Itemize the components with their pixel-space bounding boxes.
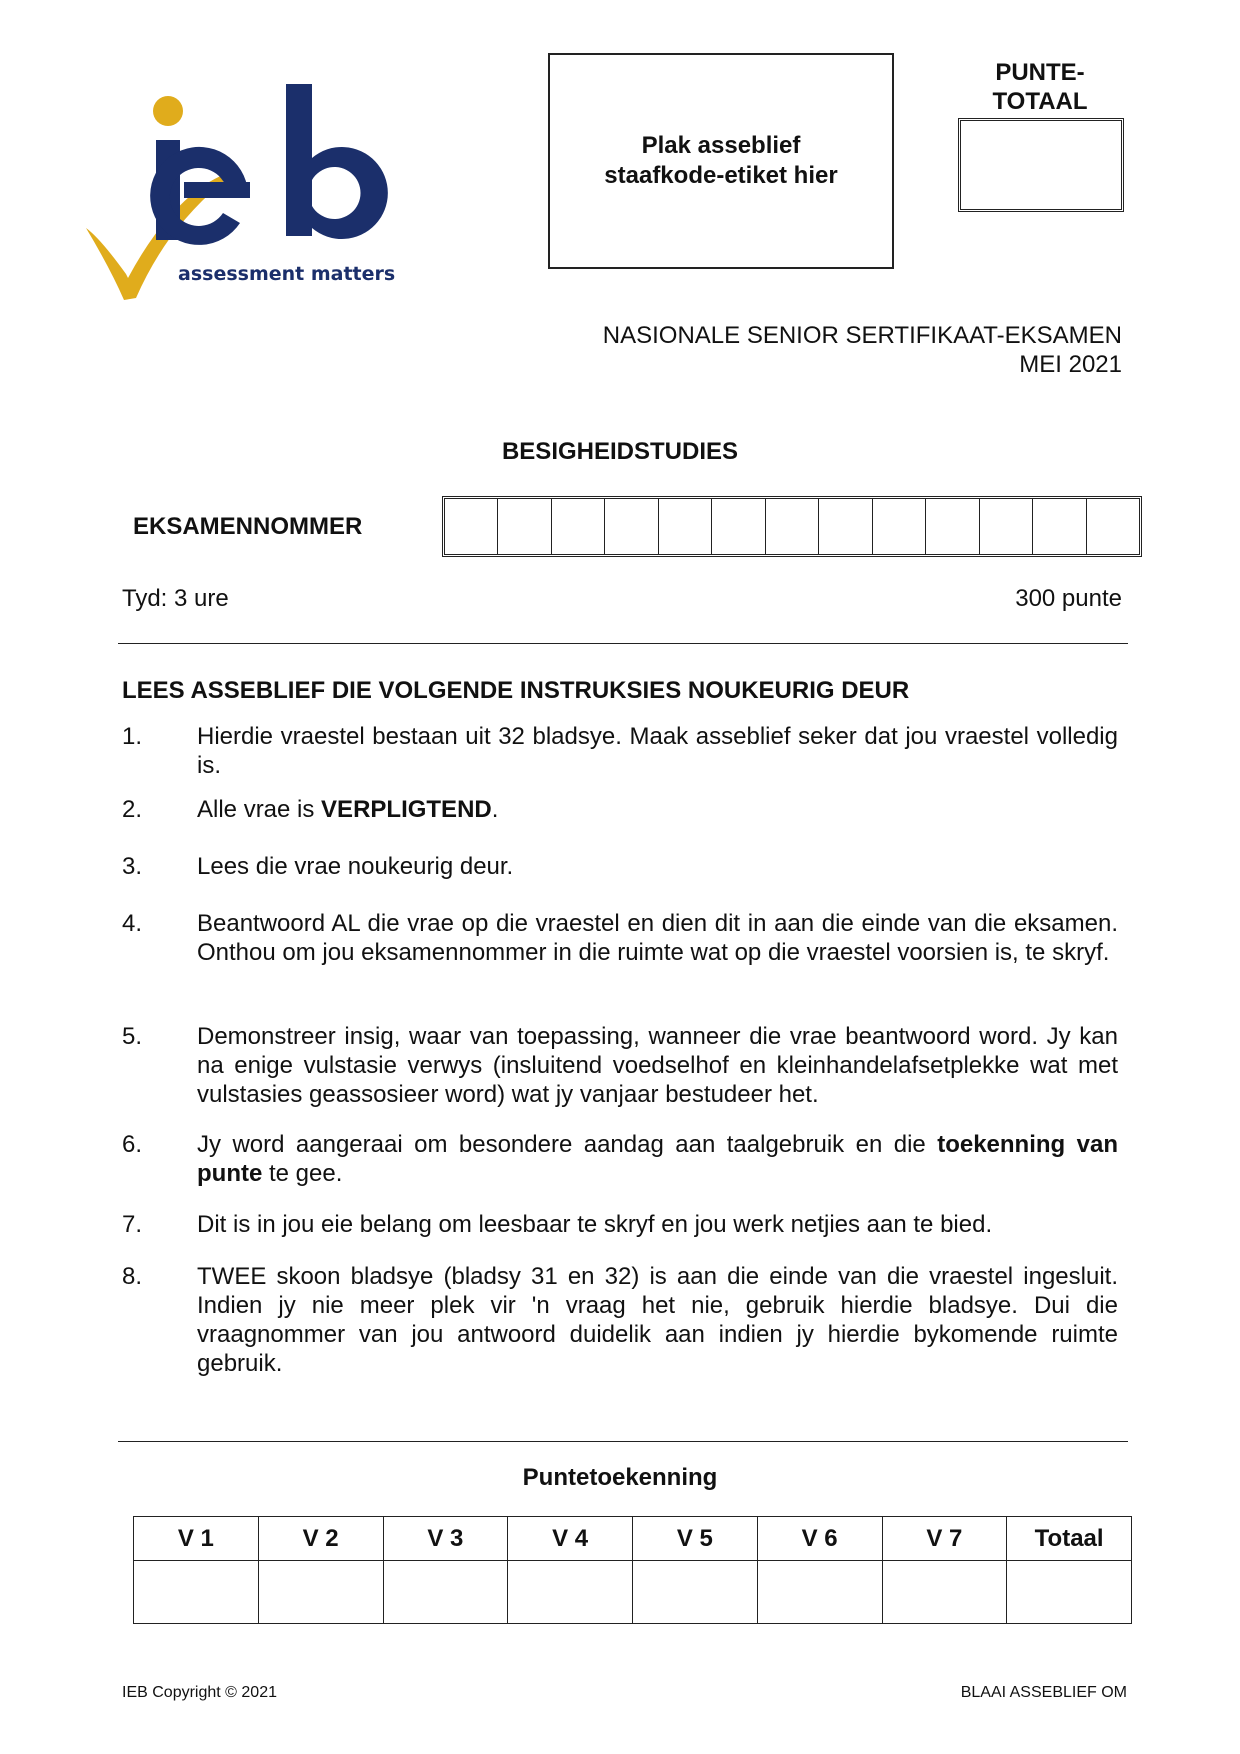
instruction-fragment: TWEE skoon bladsye (bladsy 31 en 32) is aan die einde van die vraestel ingesluit. Indien jy nie meer plek vir 'n vraag het nie, gebruik hierdie bladsye. Dui die vraagnommer van jou antwoord duidelik aan indien jy hierdie bykomende ruimte gebruik. — [197, 1263, 1118, 1377]
instruction-number: 7. — [122, 1211, 143, 1238]
exam-number-cell[interactable] — [605, 499, 658, 554]
instruction-text — [197, 1022, 1118, 1109]
exam-number-cell[interactable] — [926, 499, 979, 554]
marks-entry-cell[interactable] — [1007, 1561, 1132, 1624]
marks-entry-cell[interactable] — [134, 1561, 259, 1624]
exam-number-cell[interactable] — [445, 499, 498, 554]
exam-number-cell[interactable] — [1087, 499, 1139, 554]
instruction-item — [122, 1130, 1118, 1188]
marks-column-header: V 7 — [882, 1517, 1007, 1561]
instruction-emphasis: toekenning van punte — [197, 1131, 1119, 1187]
exam-marks: 300 punte — [1015, 585, 1122, 612]
marks-column-header: V 4 — [508, 1517, 633, 1561]
instruction-item — [122, 1022, 1118, 1109]
instruction-item — [122, 1262, 1118, 1378]
marks-column-header: V 3 — [383, 1517, 508, 1561]
marks-entry-cell[interactable] — [882, 1561, 1007, 1624]
instructions-heading: LEES ASSEBLIEF DIE VOLGENDE INSTRUKSIES NOUKEURIG DEUR — [122, 677, 910, 704]
exam-number-cell[interactable] — [712, 499, 765, 554]
instruction-number: 4. — [122, 910, 143, 937]
marks-entry-cell[interactable] — [633, 1561, 758, 1624]
instruction-text — [197, 795, 1118, 824]
marks-entry-cell[interactable] — [757, 1561, 882, 1624]
marks-entry-cell[interactable] — [383, 1561, 508, 1624]
instruction-item — [122, 1210, 1118, 1239]
instruction-item — [122, 795, 1118, 824]
total-marks-label — [960, 58, 1120, 116]
instruction-fragment: Jy word aangeraai om besondere aandag aan taalgebruik en die — [197, 1131, 938, 1158]
instruction-text — [197, 852, 1118, 881]
instruction-item — [122, 852, 1118, 881]
exam-number-cell[interactable] — [552, 499, 605, 554]
subject-title: BESIGHEIDSTUDIES — [501, 438, 739, 465]
exam-number-grid — [442, 496, 1142, 557]
instruction-text — [197, 909, 1118, 967]
instruction-fragment: te gee. — [262, 1160, 343, 1187]
divider — [118, 1441, 1128, 1442]
instruction-fragment: Alle vrae is — [197, 796, 322, 823]
instruction-fragment: Dit is in jou eie belang om leesbaar te skryf en jou werk netjies aan te bied. — [197, 1211, 993, 1238]
barcode-label-box — [548, 53, 894, 269]
total-marks-box — [958, 118, 1124, 212]
total-label-line2: TOTAAL — [992, 88, 1088, 115]
instruction-number: 6. — [122, 1131, 143, 1158]
instruction-fragment: Lees die vrae noukeurig deur. — [197, 853, 514, 880]
exam-time: Tyd: 3 ure — [122, 585, 229, 612]
marks-column-header: V 1 — [134, 1517, 259, 1561]
exam-number-cell[interactable] — [498, 499, 551, 554]
exam-number-label: EKSAMENNOMMER — [133, 513, 363, 540]
exam-number-cell[interactable] — [873, 499, 926, 554]
total-label-line1: PUNTE- — [995, 59, 1085, 86]
instruction-item — [122, 722, 1118, 780]
exam-number-cell[interactable] — [819, 499, 872, 554]
marks-allocation-table — [133, 1516, 1132, 1624]
exam-number-cell[interactable] — [659, 499, 712, 554]
exam-number-cell[interactable] — [1033, 499, 1086, 554]
instruction-number: 2. — [122, 796, 143, 823]
instruction-fragment: Hierdie vraestel bestaan uit 32 bladsye. Maak asseblief seker dat jou vraestel volledig is. — [197, 723, 1118, 779]
marks-column-header: V 5 — [633, 1517, 758, 1561]
logo-tagline: assessment matters — [178, 263, 396, 285]
instruction-text — [197, 722, 1118, 780]
instruction-item — [122, 909, 1118, 967]
logo-dot — [153, 96, 183, 126]
marks-entry-cell[interactable] — [508, 1561, 633, 1624]
exam-number-cell[interactable] — [766, 499, 819, 554]
divider — [118, 643, 1128, 644]
logo-letter-e — [150, 147, 250, 245]
instruction-text — [197, 1262, 1118, 1378]
instruction-fragment: Beantwoord AL die vrae op die vraestel en dien dit in aan die einde van die eksamen. Onthou om jou eksamennommer in die ruimte wat op die vraestel voorsien is, te skryf. — [197, 910, 1118, 966]
instruction-fragment: . — [491, 796, 499, 823]
marks-entry-row — [134, 1561, 1132, 1624]
instruction-number: 1. — [122, 723, 143, 750]
instruction-fragment: Demonstreer insig, waar van toepassing, wanneer die vrae beantwoord word. Jy kan na enige vulstasie verwys (insluitend voedselhof en kleinhandelafsetplekke wat met vulstasies geassosieer word) wat jy vanjaar bestudeer het. — [197, 1023, 1118, 1108]
logo-letter-b — [286, 84, 388, 239]
marks-column-header: V 6 — [757, 1517, 882, 1561]
exam-number-cell[interactable] — [980, 499, 1033, 554]
marks-allocation-title: Puntetoekenning — [522, 1464, 718, 1491]
marks-header-row — [134, 1517, 1132, 1561]
instruction-text — [197, 1210, 1118, 1239]
instruction-number: 3. — [122, 853, 143, 880]
instruction-emphasis: VERPLIGTEND — [321, 796, 492, 823]
barcode-box-label: Plak asseblief staafkode-etiket hier — [604, 132, 838, 189]
footer-turn-page: BLAAI ASSEBLIEF OM — [960, 1684, 1127, 1701]
instruction-number: 8. — [122, 1263, 143, 1290]
ieb-logo — [80, 78, 440, 318]
marks-column-header: V 2 — [258, 1517, 383, 1561]
marks-column-header: Totaal — [1007, 1517, 1132, 1561]
exam-date: MEI 2021 — [1019, 351, 1122, 378]
instruction-text — [197, 1130, 1118, 1188]
footer-copyright: IEB Copyright © 2021 — [122, 1684, 277, 1701]
marks-entry-cell[interactable] — [258, 1561, 383, 1624]
instruction-number: 5. — [122, 1023, 143, 1050]
exam-title: NASIONALE SENIOR SERTIFIKAAT-EKSAMEN — [602, 322, 1122, 349]
